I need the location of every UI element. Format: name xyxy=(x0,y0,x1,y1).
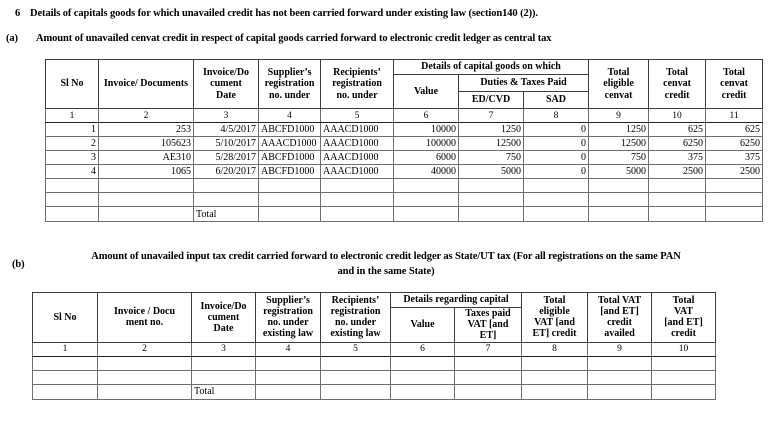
th-invoice-documents: Invoice/ Documents xyxy=(99,60,194,109)
cell-total-eligible-cenvat[interactable]: 12500 xyxy=(589,137,649,151)
th-supplier-registration-l2: registration xyxy=(264,78,315,90)
section-6-heading xyxy=(0,7,760,20)
th-supplier-registration-l1: Supplier’s xyxy=(266,294,310,306)
cell-empty[interactable] xyxy=(33,384,98,399)
th-total-cenvat-credit-b xyxy=(706,60,763,109)
th-duties-taxes-paid: Duties & Taxes Paid xyxy=(459,75,589,92)
th-taxes-paid-vat-l1: Taxes paid xyxy=(465,308,511,319)
colnum-11: 11 xyxy=(706,109,763,123)
cell-date[interactable]: 5/10/2017 xyxy=(194,137,259,151)
th-total-eligible-vat-credit xyxy=(522,293,588,343)
cell-total-cenvat-credit-b[interactable]: 375 xyxy=(706,151,763,165)
th-recipient-registration-l4: existing law xyxy=(330,328,381,340)
th-invoice-document-date-l2: cument xyxy=(207,311,240,323)
table-a-column-number-row xyxy=(46,109,763,123)
table-row[interactable] xyxy=(46,165,763,179)
cell-empty[interactable] xyxy=(391,370,455,384)
colnum-5: 5 xyxy=(321,109,394,123)
cell-empty[interactable] xyxy=(394,193,459,207)
th-total-eligible-vat-credit-l2: eligible xyxy=(539,306,570,318)
th-ed-cvd: ED/CVD xyxy=(459,92,524,109)
th-recipient-registration-l1: Recipients’ xyxy=(331,294,380,306)
cell-empty[interactable] xyxy=(588,370,652,384)
cell-empty[interactable] xyxy=(321,207,394,222)
th-total-cenvat-credit-b-l2: cenvat xyxy=(720,78,748,90)
cell-empty[interactable] xyxy=(589,193,649,207)
colnum-8: 8 xyxy=(522,342,588,356)
cell-empty[interactable] xyxy=(652,384,716,399)
cell-total-cenvat-credit-a[interactable]: 375 xyxy=(649,151,706,165)
table-unavailed-cenvat-capital-goods xyxy=(45,59,763,222)
cell-invoice[interactable]: 253 xyxy=(99,123,194,137)
table-row[interactable] xyxy=(46,123,763,137)
cell-date[interactable]: 5/28/2017 xyxy=(194,151,259,165)
cell-recipient-reg[interactable]: AAACD1000 xyxy=(321,165,394,179)
cell-empty[interactable] xyxy=(706,207,763,222)
colnum-3: 3 xyxy=(194,109,259,123)
th-total-cenvat-credit-a-l2: cenvat xyxy=(663,78,691,90)
cell-total-cenvat-credit-a[interactable]: 2500 xyxy=(649,165,706,179)
colnum-6: 6 xyxy=(391,342,455,356)
cell-empty[interactable] xyxy=(588,384,652,399)
th-taxes-paid-vat-l2: VAT [and xyxy=(467,319,509,331)
th-total-eligible-vat-credit-l1: Total xyxy=(543,294,566,306)
th-invoice-document-date-l1: Invoice/Do xyxy=(200,300,247,312)
section-b-title-line2: and in the same State) xyxy=(337,266,435,278)
th-sl-no: Sl No xyxy=(46,60,99,109)
cell-empty[interactable] xyxy=(99,207,194,222)
section-a-heading xyxy=(0,32,760,45)
cell-value[interactable]: 100000 xyxy=(394,137,459,151)
cell-empty[interactable] xyxy=(256,384,321,399)
colnum-4: 4 xyxy=(259,109,321,123)
table-b-body xyxy=(33,356,716,399)
cell-sad[interactable]: 0 xyxy=(524,151,589,165)
cell-empty[interactable] xyxy=(192,370,256,384)
cell-value[interactable]: 6000 xyxy=(394,151,459,165)
th-invoice-document-no-l2: ment no. xyxy=(125,317,164,329)
th-group-capital-goods: Details of capital goods on which xyxy=(394,60,589,75)
table-row[interactable] xyxy=(46,137,763,151)
cell-empty[interactable] xyxy=(194,193,259,207)
cell-empty[interactable] xyxy=(524,207,589,222)
colnum-4: 4 xyxy=(256,342,321,356)
colnum-10: 10 xyxy=(649,109,706,123)
cell-ed-cvd[interactable]: 12500 xyxy=(459,137,524,151)
cell-empty[interactable] xyxy=(652,356,716,370)
section-a-label: (a) xyxy=(6,33,18,44)
cell-empty[interactable] xyxy=(259,207,321,222)
cell-sl-no[interactable]: 3 xyxy=(46,151,99,165)
table-row-total[interactable] xyxy=(33,384,716,399)
cell-empty[interactable] xyxy=(455,370,522,384)
th-total-cenvat-credit-b-l3: credit xyxy=(721,89,747,101)
cell-sl-no[interactable]: 1 xyxy=(46,123,99,137)
table-a-header-row-1 xyxy=(46,60,763,75)
th-total-vat-credit-availed xyxy=(588,293,652,343)
cell-empty[interactable] xyxy=(522,370,588,384)
cell-empty[interactable] xyxy=(256,356,321,370)
th-total-vat-credit xyxy=(652,293,716,343)
cell-empty[interactable] xyxy=(455,356,522,370)
table-a-header xyxy=(46,60,763,123)
th-sl-no: Sl No xyxy=(33,293,98,343)
cell-total-eligible-cenvat[interactable]: 750 xyxy=(589,151,649,165)
cell-sad[interactable]: 0 xyxy=(524,165,589,179)
th-total-eligible-cenvat-l3: cenvat xyxy=(604,89,633,101)
th-total-cenvat-credit-a-l1: Total xyxy=(666,67,688,79)
cell-empty[interactable] xyxy=(256,370,321,384)
cell-total-eligible-cenvat[interactable]: 1250 xyxy=(589,123,649,137)
th-invoice-document-date xyxy=(194,60,259,109)
th-invoice-document-date-l1: Invoice/Do xyxy=(202,67,250,79)
th-invoice-document-no-l1: Invoice / Docu xyxy=(113,306,176,318)
th-total-cenvat-credit-a xyxy=(649,60,706,109)
cell-date[interactable]: 6/20/2017 xyxy=(194,165,259,179)
th-supplier-registration xyxy=(259,60,321,109)
th-group-capital: Details regarding capital xyxy=(391,293,522,308)
th-total-vat-credit-availed-l1: Total VAT xyxy=(597,294,642,306)
th-recipient-registration-l2: registration xyxy=(332,78,382,90)
th-total-cenvat-credit-b-l1: Total xyxy=(723,67,745,79)
cell-empty[interactable] xyxy=(394,207,459,222)
th-recipient-registration-l2: registration xyxy=(330,306,381,318)
th-invoice-document-no xyxy=(98,293,192,343)
cell-invoice[interactable]: 105623 xyxy=(99,137,194,151)
th-total-eligible-cenvat-l1: Total xyxy=(607,67,630,79)
table-b-header xyxy=(33,293,716,357)
th-total-vat-credit-availed-l2: [and ET] xyxy=(600,306,639,318)
th-taxes-paid-vat-l3: ET] xyxy=(479,330,497,342)
cell-empty[interactable] xyxy=(652,370,716,384)
cell-empty[interactable] xyxy=(321,356,391,370)
colnum-2: 2 xyxy=(99,109,194,123)
table-b-header-row-1 xyxy=(33,293,716,308)
cell-supplier-reg[interactable]: ABCFD1000 xyxy=(259,123,321,137)
th-invoice-document-date xyxy=(192,293,256,343)
cell-empty[interactable] xyxy=(259,179,321,193)
cell-empty[interactable] xyxy=(98,370,192,384)
table-a-body xyxy=(46,123,763,222)
cell-supplier-reg[interactable]: ABCFD1000 xyxy=(259,165,321,179)
cell-empty[interactable] xyxy=(522,384,588,399)
cell-empty[interactable] xyxy=(589,207,649,222)
section-a-title: Amount of unavailed cenvat credit in respect of capital goods carried forward to electronic credit ledger as central tax xyxy=(36,33,552,44)
th-value: Value xyxy=(391,308,455,343)
cell-total-cenvat-credit-b[interactable]: 6250 xyxy=(706,137,763,151)
cell-value[interactable]: 10000 xyxy=(394,123,459,137)
cell-empty[interactable] xyxy=(522,356,588,370)
cell-empty[interactable] xyxy=(99,179,194,193)
th-supplier-registration-l1: Supplier’s xyxy=(267,67,312,79)
cell-supplier-reg[interactable]: ABCFD1000 xyxy=(259,151,321,165)
cell-recipient-reg[interactable]: AAACD1000 xyxy=(321,151,394,165)
cell-invoice[interactable]: 1065 xyxy=(99,165,194,179)
cell-sad[interactable]: 0 xyxy=(524,137,589,151)
th-supplier-registration xyxy=(256,293,321,343)
cell-empty[interactable] xyxy=(259,193,321,207)
cell-empty[interactable] xyxy=(459,179,524,193)
cell-empty[interactable] xyxy=(391,356,455,370)
cell-empty[interactable] xyxy=(588,356,652,370)
th-total-cenvat-credit-a-l3: credit xyxy=(664,89,690,101)
th-taxes-paid-vat xyxy=(455,308,522,343)
cell-total-eligible-cenvat[interactable]: 5000 xyxy=(589,165,649,179)
cell-empty[interactable] xyxy=(33,370,98,384)
cell-empty[interactable] xyxy=(649,193,706,207)
cell-empty[interactable] xyxy=(455,384,522,399)
table-b-column-number-row xyxy=(33,342,716,356)
cell-invoice[interactable]: AE310 xyxy=(99,151,194,165)
cell-sl-no[interactable]: 4 xyxy=(46,165,99,179)
th-invoice-document-date-l2: cument xyxy=(210,78,242,90)
cell-ed-cvd[interactable]: 1250 xyxy=(459,123,524,137)
cell-empty[interactable] xyxy=(706,193,763,207)
th-total-vat-credit-l1: Total xyxy=(672,294,695,306)
cell-empty[interactable] xyxy=(524,179,589,193)
cell-empty[interactable] xyxy=(46,207,99,222)
colnum-9: 9 xyxy=(588,342,652,356)
cell-empty[interactable] xyxy=(706,179,763,193)
colnum-7: 7 xyxy=(455,342,522,356)
cell-total-cenvat-credit-b[interactable]: 2500 xyxy=(706,165,763,179)
section-b-label: (b) xyxy=(12,258,25,270)
th-value: Value xyxy=(394,75,459,109)
cell-empty[interactable] xyxy=(321,179,394,193)
colnum-7: 7 xyxy=(459,109,524,123)
colnum-3: 3 xyxy=(192,342,256,356)
cell-total-cenvat-credit-a[interactable]: 6250 xyxy=(649,137,706,151)
cell-empty[interactable] xyxy=(194,179,259,193)
cell-empty[interactable] xyxy=(459,207,524,222)
th-supplier-registration-l4: existing law xyxy=(262,328,314,340)
table-row-empty[interactable] xyxy=(33,370,716,384)
th-recipient-registration-l1: Recipients’ xyxy=(333,67,381,79)
cell-empty[interactable] xyxy=(46,179,99,193)
th-invoice-document-date-l3: Date xyxy=(213,322,234,334)
th-total-eligible-cenvat-l2: eligible xyxy=(603,78,634,90)
cell-ed-cvd[interactable]: 5000 xyxy=(459,165,524,179)
cell-empty[interactable] xyxy=(321,193,394,207)
table-row-empty[interactable] xyxy=(46,179,763,193)
th-recipient-registration-l3: no. under xyxy=(334,317,377,329)
cell-supplier-reg[interactable]: AAACD1000 xyxy=(259,137,321,151)
th-total-eligible-vat-credit-l3: VAT [and xyxy=(534,317,575,329)
table-row-total[interactable] xyxy=(46,207,763,222)
section-b-title-line1: Amount of unavailed input tax credit carried forward to electronic credit ledger as State/UT tax (For all registrations on the same PAN xyxy=(91,251,681,262)
th-supplier-registration-l3: no. under xyxy=(268,89,311,101)
th-recipient-registration xyxy=(321,60,394,109)
cell-empty[interactable] xyxy=(394,179,459,193)
cell-empty[interactable] xyxy=(649,207,706,222)
th-sad: SAD xyxy=(524,92,589,109)
cell-empty[interactable] xyxy=(589,179,649,193)
cell-sad[interactable]: 0 xyxy=(524,123,589,137)
cell-empty[interactable] xyxy=(192,356,256,370)
th-supplier-registration-l2: registration xyxy=(263,306,313,318)
cell-empty[interactable] xyxy=(321,384,391,399)
cell-total-cenvat-credit-a[interactable]: 625 xyxy=(649,123,706,137)
cell-empty[interactable] xyxy=(33,356,98,370)
cell-empty[interactable] xyxy=(649,179,706,193)
cell-empty[interactable] xyxy=(524,193,589,207)
cell-ed-cvd[interactable]: 750 xyxy=(459,151,524,165)
cell-empty[interactable] xyxy=(391,384,455,399)
table-unavailed-input-tax-credit-state xyxy=(32,292,716,400)
cell-total-cenvat-credit-b[interactable]: 625 xyxy=(706,123,763,137)
colnum-1: 1 xyxy=(33,342,98,356)
cell-sl-no[interactable]: 2 xyxy=(46,137,99,151)
th-total-vat-credit-availed-l3: credit xyxy=(607,317,632,329)
table-row[interactable] xyxy=(46,151,763,165)
th-total-eligible-cenvat xyxy=(589,60,649,109)
cell-empty[interactable] xyxy=(98,384,192,399)
th-recipient-registration xyxy=(321,293,391,343)
th-invoice-document-date-l3: Date xyxy=(216,89,236,101)
cell-empty[interactable] xyxy=(98,356,192,370)
total-label: Total xyxy=(194,207,259,222)
colnum-9: 9 xyxy=(589,109,649,123)
total-label: Total xyxy=(192,384,256,399)
cell-recipient-reg[interactable]: AAACD1000 xyxy=(321,137,394,151)
section-b-title xyxy=(36,249,736,279)
th-recipient-registration-l3: no. under xyxy=(336,89,378,101)
table-row-empty[interactable] xyxy=(46,193,763,207)
cell-value[interactable]: 40000 xyxy=(394,165,459,179)
section-6-number: 6 xyxy=(15,8,21,19)
colnum-8: 8 xyxy=(524,109,589,123)
cell-empty[interactable] xyxy=(99,193,194,207)
colnum-1: 1 xyxy=(46,109,99,123)
table-row-empty[interactable] xyxy=(33,356,716,370)
th-total-eligible-vat-credit-l4: ET] credit xyxy=(532,328,577,340)
section-b-heading xyxy=(0,249,768,279)
section-6-title: Details of capitals goods for which unavailed credit has not been carried forward under existing law (section140 (2)). xyxy=(30,8,538,19)
cell-recipient-reg[interactable]: AAACD1000 xyxy=(321,123,394,137)
colnum-2: 2 xyxy=(98,342,192,356)
th-total-vat-credit-l3: [and ET] xyxy=(664,317,703,329)
th-supplier-registration-l3: no. under xyxy=(267,317,309,329)
colnum-6: 6 xyxy=(394,109,459,123)
th-total-vat-credit-availed-l4: availed xyxy=(604,328,635,340)
colnum-5: 5 xyxy=(321,342,391,356)
colnum-10: 10 xyxy=(652,342,716,356)
th-total-vat-credit-l4: credit xyxy=(671,328,696,340)
th-total-vat-credit-l2: VAT xyxy=(673,306,694,318)
cell-empty[interactable] xyxy=(459,193,524,207)
cell-date[interactable]: 4/5/2017 xyxy=(194,123,259,137)
cell-empty[interactable] xyxy=(46,193,99,207)
cell-empty[interactable] xyxy=(321,370,391,384)
